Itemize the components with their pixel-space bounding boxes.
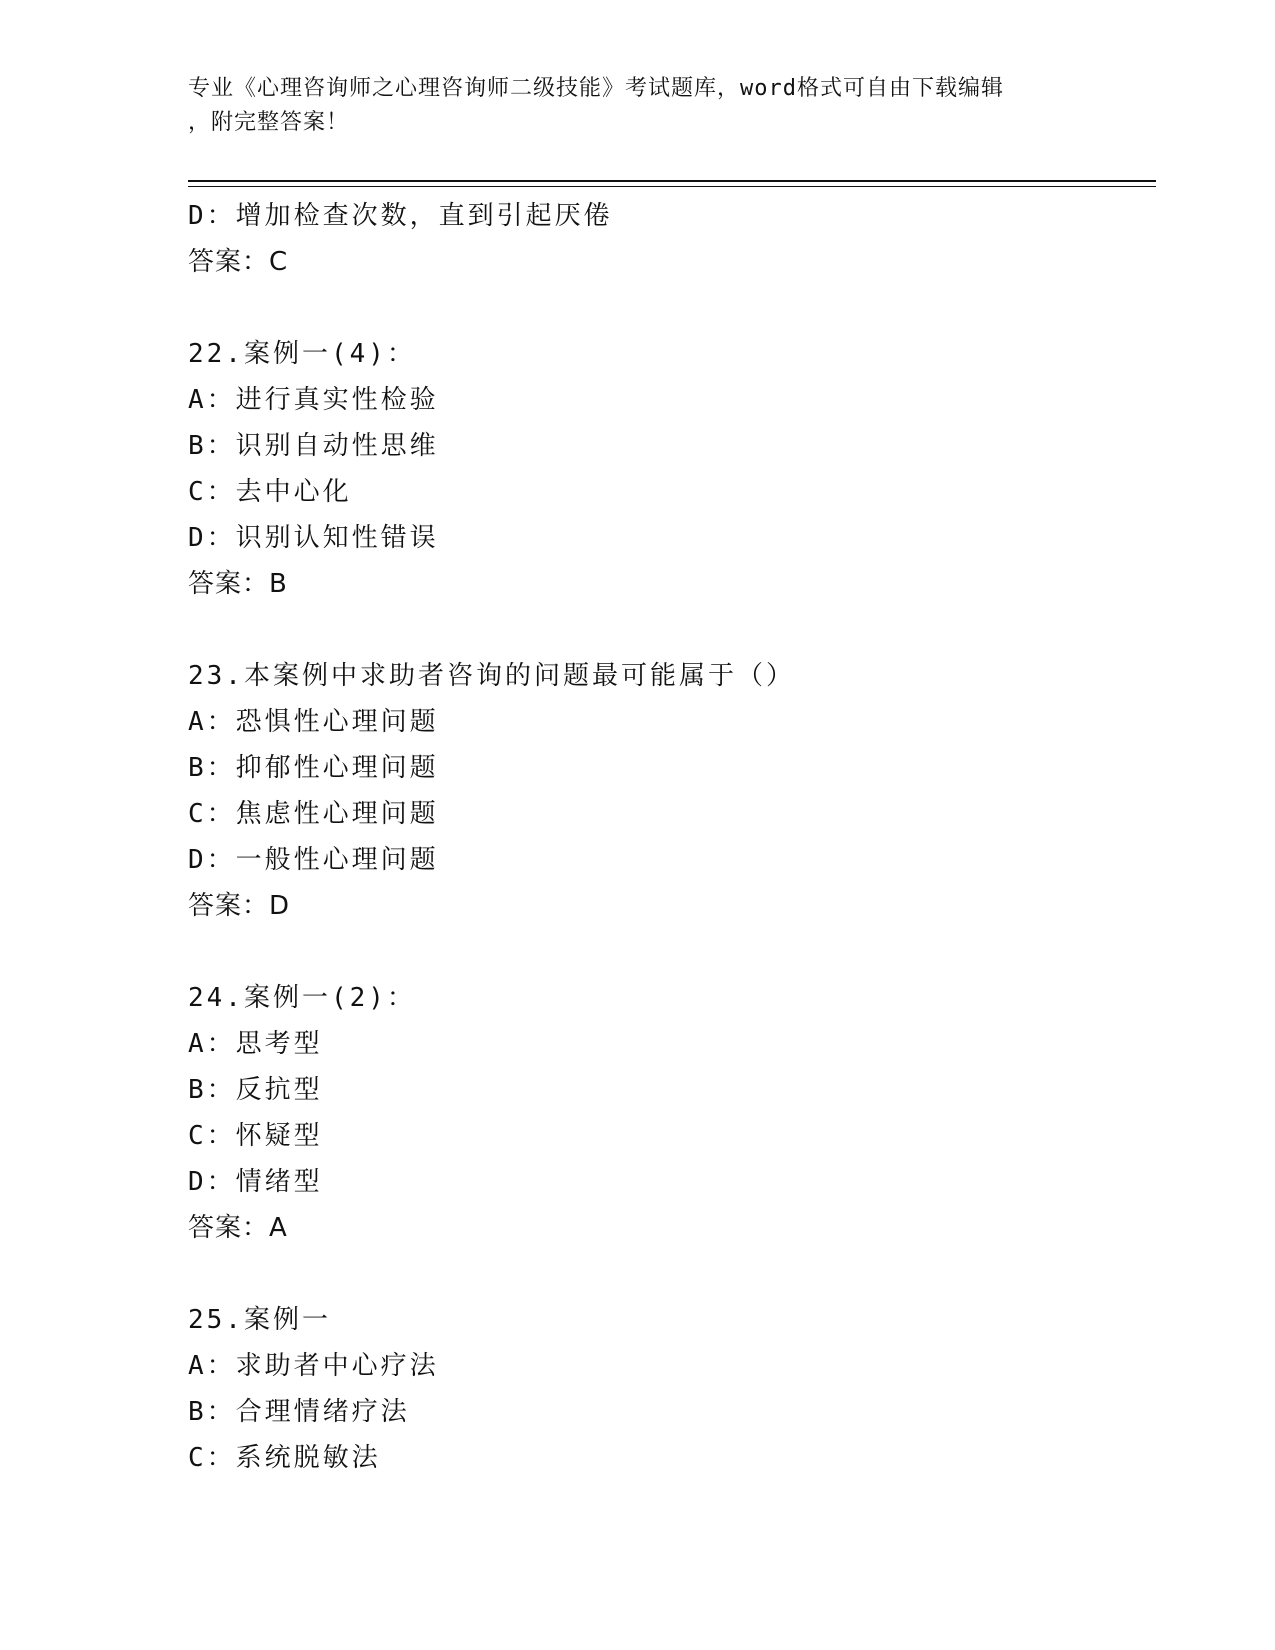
question-25-option-b: B：合理情绪疗法 xyxy=(188,1397,410,1427)
fragment-option-d: D：增加检查次数，直到引起厌倦 xyxy=(188,201,613,231)
question-23-option-b: B：抑郁性心理问题 xyxy=(188,753,439,783)
question-24-title: 24.案例一(2)： xyxy=(188,983,416,1013)
question-23-option-d: D：一般性心理问题 xyxy=(188,845,439,875)
question-24-option-d: D：情绪型 xyxy=(188,1167,323,1197)
question-24-answer: 答案：A xyxy=(188,1213,288,1243)
header-title-line1: 专业《心理咨询师之心理咨询师二级技能》考试题库，word格式可自由下载编辑 xyxy=(188,76,1004,101)
question-22-answer: 答案：B xyxy=(188,569,288,599)
question-24-option-b: B：反抗型 xyxy=(188,1075,323,1105)
document-header xyxy=(188,72,1088,140)
header-title-line2: ，附完整答案！ xyxy=(188,110,350,135)
question-24-option-c: C：怀疑型 xyxy=(188,1121,323,1151)
question-25-option-c: C：系统脱敏法 xyxy=(188,1443,381,1473)
question-25-option-a: A：求助者中心疗法 xyxy=(188,1351,439,1381)
header-divider-thick xyxy=(188,180,1156,182)
spacer xyxy=(188,285,1148,331)
question-22-option-c: C：去中心化 xyxy=(188,477,352,507)
question-23-option-a: A：恐惧性心理问题 xyxy=(188,707,439,737)
spacer xyxy=(188,929,1148,975)
spacer xyxy=(188,1251,1148,1297)
question-23-option-c: C：焦虑性心理问题 xyxy=(188,799,439,829)
question-22-option-d: D：识别认知性错误 xyxy=(188,523,439,553)
fragment-answer: 答案：C xyxy=(188,247,289,277)
question-22-option-b: B：识别自动性思维 xyxy=(188,431,439,461)
question-list xyxy=(188,193,1148,1481)
question-23-answer: 答案：D xyxy=(188,891,291,921)
question-25-title: 25.案例一 xyxy=(188,1305,331,1335)
question-22-option-a: A：进行真实性检验 xyxy=(188,385,439,415)
question-22-title: 22.案例一(4)： xyxy=(188,339,416,369)
header-divider-thin xyxy=(188,186,1156,187)
question-23-title: 23.本案例中求助者咨询的问题最可能属于（） xyxy=(188,661,795,691)
spacer xyxy=(188,607,1148,653)
question-24-option-a: A：思考型 xyxy=(188,1029,323,1059)
